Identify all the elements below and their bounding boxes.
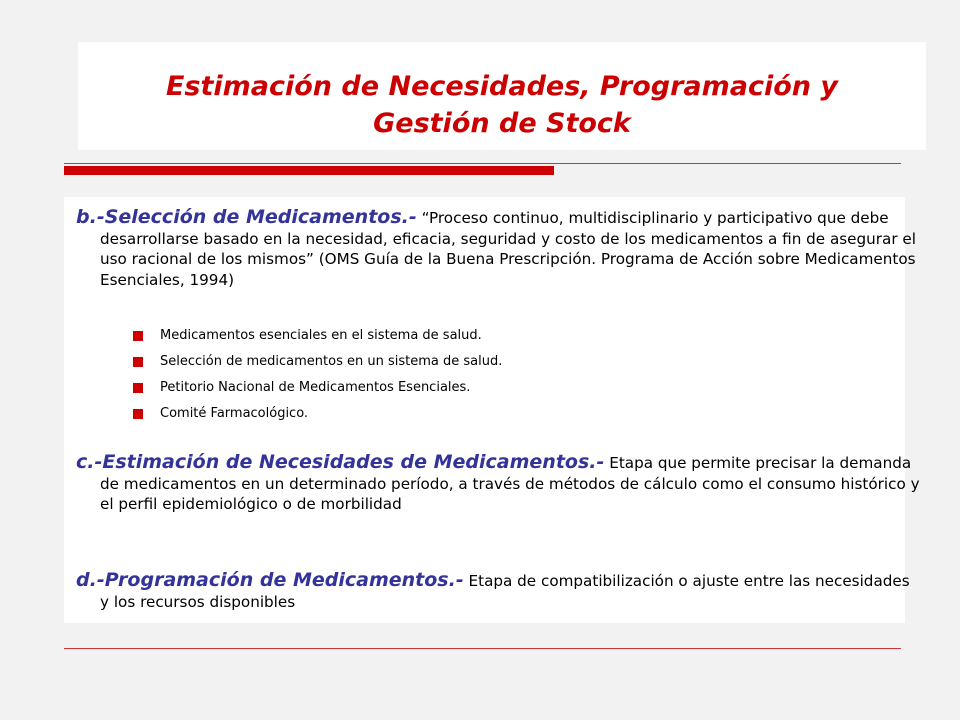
title-rule-thick	[64, 166, 554, 175]
section-b-text: “Proceso continuo, multidisciplinario y participativo que debe desarrollarse basado en la necesidad, eficacia, seguridad y costo de los medicamentos a fin de asegurar el uso racional de los mismos” (OMS Guía de la Buena Prescripción. Programa de Acción sobre Medicamentos Esenciales, 1994)	[100, 209, 916, 289]
title-rule-thin	[64, 163, 901, 164]
section-d	[76, 570, 920, 612]
slide-title: Estimación de Necesidades, Programación y Gestión de Stock	[165, 71, 839, 139]
section-b-heading: b.-Selección de Medicamentos.-	[76, 206, 417, 228]
bullet-text: Comité Farmacológico.	[160, 406, 309, 421]
section-d-text: Etapa de compatibilización o ajuste entre las necesidades y los recursos disponibles	[100, 572, 910, 611]
bullet-text: Selección de medicamentos en un sistema de salud.	[160, 354, 503, 369]
section-c	[76, 452, 920, 515]
title-box	[78, 42, 926, 150]
section-d-heading: d.-Programación de Medicamentos.-	[76, 569, 464, 591]
section-c-heading: c.-Estimación de Necesidades de Medicamentos.-	[76, 451, 605, 473]
bullet-item	[133, 354, 502, 380]
section-b-bullet-list	[133, 328, 502, 432]
section-b	[76, 207, 920, 290]
bullet-text: Medicamentos esenciales en el sistema de salud.	[160, 328, 482, 343]
section-c-text: Etapa que permite precisar la demanda de medicamentos en un determinado período, a través de métodos de cálculo como el consumo histórico y el perfil epidemiológico o de morbilidad	[100, 454, 920, 513]
bullet-item	[133, 328, 502, 354]
square-bullet-icon	[133, 357, 143, 367]
bullet-item	[133, 380, 502, 406]
footer-rule	[64, 648, 901, 649]
square-bullet-icon	[133, 409, 143, 419]
bullet-item	[133, 406, 502, 432]
bullet-text: Petitorio Nacional de Medicamentos Esenciales.	[160, 380, 471, 395]
square-bullet-icon	[133, 383, 143, 393]
square-bullet-icon	[133, 331, 143, 341]
content-box	[64, 197, 920, 623]
